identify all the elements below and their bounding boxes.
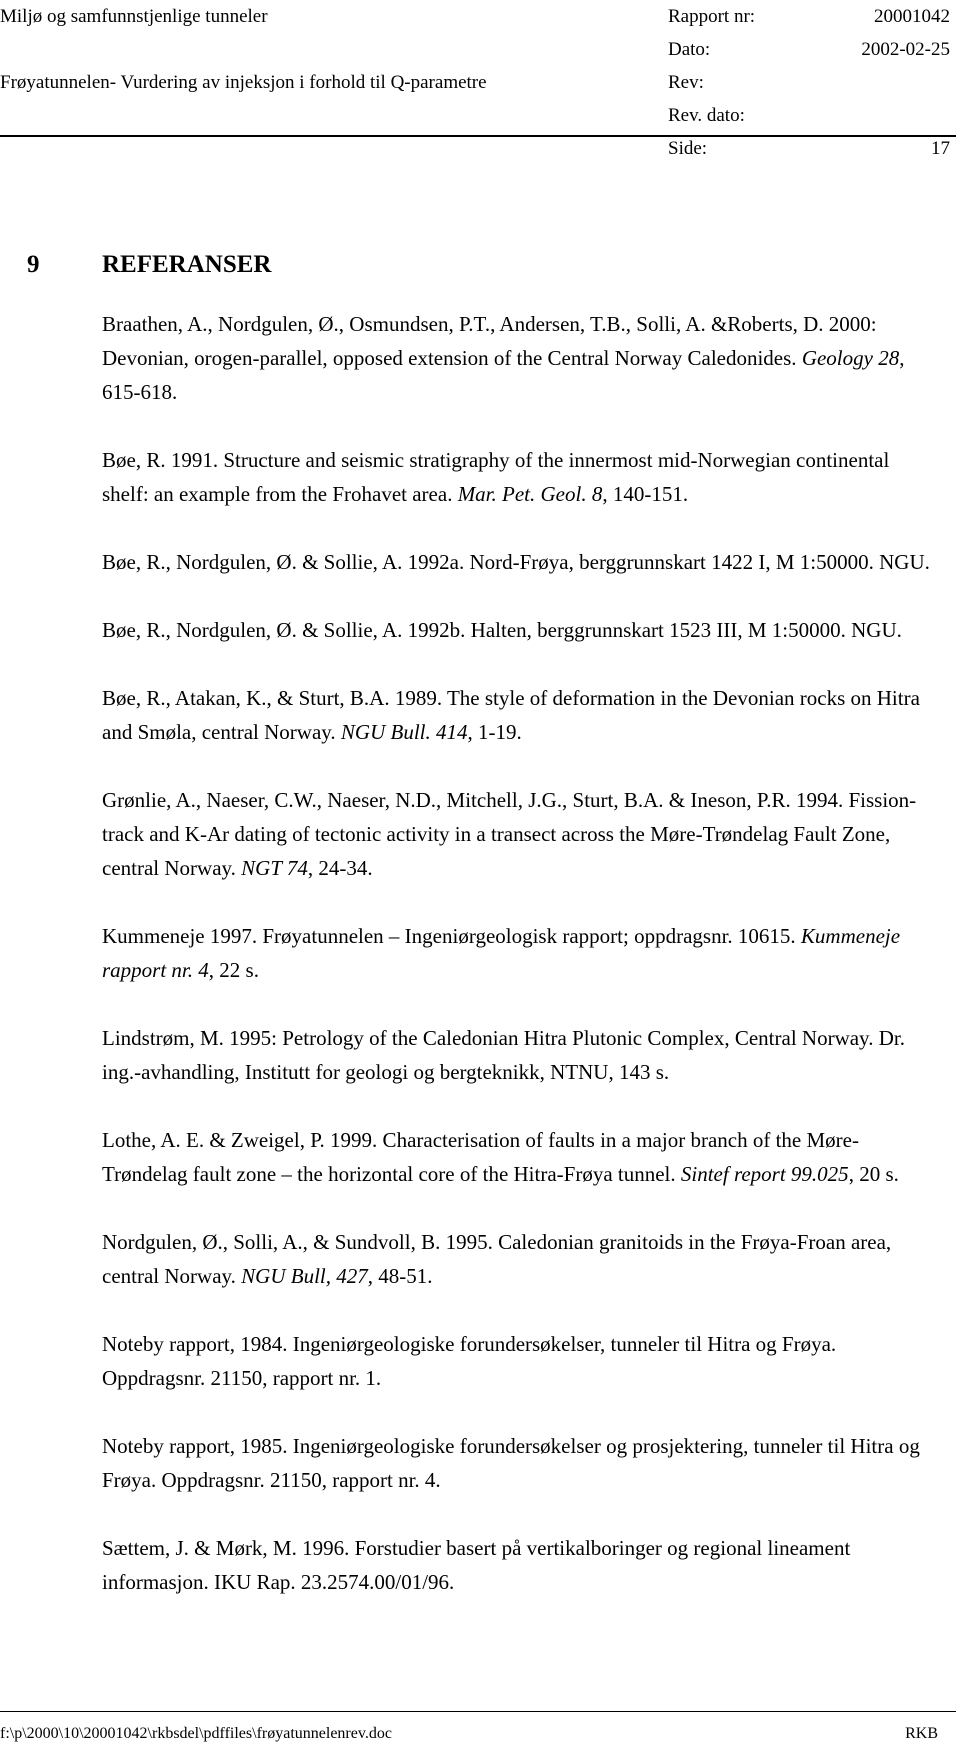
footer-divider (0, 1711, 956, 1712)
reference-entry (102, 1327, 937, 1395)
reference-text: , 1-19. (467, 720, 522, 744)
header-field-report-no (668, 0, 950, 33)
field-label: Rev. dato: (668, 105, 745, 126)
reference-text: Braathen, A., Nordgulen, Ø., Osmundsen, P.T., Andersen, T.B., Solli, A. &Roberts, D. 2000: Devonian, orogen-parallel, opposed extension of the Central Norway Caledonides. (102, 312, 877, 370)
field-label: Rapport nr: (668, 6, 756, 27)
footer-file-path: f:\p\2000\10\20001042\rkbsdel\pdffiles\frøyatunnelenrev.doc (0, 1725, 392, 1742)
header-report-title: Frøyatunnelen- Vurdering av injeksjon i forhold til Q-parametre (0, 72, 487, 93)
reference-entry (102, 307, 937, 409)
reference-text: , 20 s. (848, 1162, 899, 1186)
header-field-date (668, 33, 950, 66)
reference-text: Bøe, R., Atakan, K., & Sturt, B.A. 1989. The style of deformation in the Devonian rocks on Hitra and Smøla, central Norway. (102, 686, 920, 744)
section-heading (27, 251, 271, 279)
reference-entry (102, 613, 937, 647)
reference-entry (102, 443, 937, 511)
reference-entry (102, 545, 937, 579)
reference-italic-text: Geology 28 (801, 346, 900, 370)
reference-text: Noteby rapport, 1984. Ingeniørgeologiske forundersøkelser, tunneler til Hitra og Frøya. Oppdragsnr. 21150, rapport nr. 1. (102, 1332, 837, 1390)
field-value: 2002-02-25 (861, 39, 950, 60)
reference-entry (102, 919, 937, 987)
reference-entry (102, 1123, 937, 1191)
header-divider (0, 135, 956, 137)
reference-text: , 615-618. (102, 346, 905, 404)
section-title: REFERANSER (102, 251, 272, 278)
header-field-rev (668, 66, 950, 99)
reference-entry (102, 1021, 937, 1089)
reference-entry (102, 783, 937, 885)
reference-italic-text: NGU Bull, 427 (241, 1264, 368, 1288)
reference-text: Bøe, R., Nordgulen, Ø. & Sollie, A. 1992b. Halten, berggrunnskart 1523 III, M 1:50000. NGU. (102, 618, 902, 642)
reference-text: Sættem, J. & Mørk, M. 1996. Forstudier basert på vertikalboringer og regional lineament informasjon. IKU Rap. 23.2574.00/01/96. (102, 1536, 851, 1594)
reference-text: , 140-151. (602, 482, 689, 506)
field-label: Dato: (668, 39, 711, 60)
reference-text: , 48-51. (367, 1264, 433, 1288)
field-value: 17 (931, 138, 950, 159)
reference-text: Bøe, R., Nordgulen, Ø. & Sollie, A. 1992a. Nord-Frøya, berggrunnskart 1422 I, M 1:50000. NGU. (102, 550, 930, 574)
reference-text: Noteby rapport, 1985. Ingeniørgeologiske forundersøkelser og prosjektering, tunneler til Hitra og Frøya. Oppdragsnr. 21150, rapport nr. 4. (102, 1434, 920, 1492)
reference-entry (102, 1429, 937, 1497)
section-number: 9 (27, 251, 40, 278)
reference-text: Nordgulen, Ø., Solli, A., & Sundvoll, B. 1995. Caledonian granitoids in the Frøya-Froan area, central Norway. (102, 1230, 892, 1288)
reference-italic-text: NGT 74 (241, 856, 308, 880)
field-value: 20001042 (874, 6, 950, 27)
reference-entry (102, 1531, 937, 1599)
reference-text: , 22 s. (208, 958, 259, 982)
reference-italic-text: NGU Bull. 414 (340, 720, 468, 744)
reference-italic-text: Sintef report 99.025 (680, 1162, 849, 1186)
reference-text: Grønlie, A., Naeser, C.W., Naeser, N.D., Mitchell, J.G., Sturt, B.A. & Ineson, P.R. 1994. Fission-track and K-Ar dating of tectonic activity in a transect across the Møre-Trøndelag Fault Zone, central Norway. (102, 788, 917, 880)
reference-entry (102, 1225, 937, 1293)
reference-italic-text: 8 (591, 482, 603, 506)
header-project-title: Miljø og samfunnstjenlige tunneler (0, 6, 268, 27)
reference-text: Lindstrøm, M. 1995: Petrology of the Caledonian Hitra Plutonic Complex, Central Norway. Dr. ing.-avhandling, Institutt for geologi og bergteknikk, NTNU, 143 s. (102, 1026, 905, 1084)
reference-text: Bøe, R. 1991. Structure and seismic stratigraphy of the innermost mid-Norwegian continental shelf: an example from the Frohavet area. (102, 448, 890, 506)
header-fields (668, 0, 950, 165)
reference-text: Kummeneje 1997. Frøyatunnelen – Ingeniørgeologisk rapport; oppdragsnr. 10615. (102, 924, 801, 948)
field-label: Rev: (668, 72, 704, 93)
reference-italic-text: Mar. Pet. Geol. (457, 482, 587, 506)
reference-entry (102, 681, 937, 749)
field-label: Side: (668, 138, 708, 159)
footer-initials: RKB (905, 1725, 938, 1742)
header-left (0, 0, 487, 99)
reference-list (102, 307, 937, 1633)
reference-text: Lothe, A. E. & Zweigel, P. 1999. Characterisation of faults in a major branch of the Møre-Trøndelag fault zone – the horizontal core of the Hitra-Frøya tunnel. (102, 1128, 859, 1186)
header-field-rev-date (668, 99, 950, 132)
reference-italic-text: Kummeneje rapport nr. 4 (102, 924, 901, 982)
reference-text: , 24-34. (307, 856, 373, 880)
